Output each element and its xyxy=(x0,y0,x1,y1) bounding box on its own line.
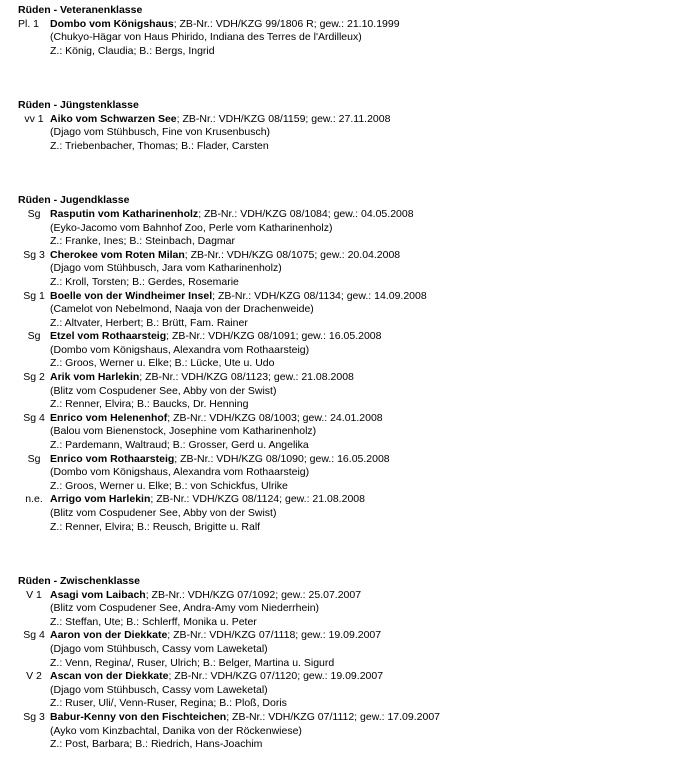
class-section xyxy=(18,575,688,752)
parents-line: (Chukyo-Hägar von Haus Phirido, Indiana des Terres de l'Ardilleux) xyxy=(50,31,362,44)
dog-name: Enrico vom Rothaarsteig xyxy=(50,452,175,465)
entry-main-line xyxy=(50,330,688,344)
dog-name: Aaron von der Diekkate xyxy=(50,629,168,642)
breeder-owner-line: Z.: Post, Barbara; B.: Riedrich, Hans-Joachim xyxy=(50,738,263,751)
dog-name: Rasputin vom Katharinenholz xyxy=(50,207,199,220)
breeder-owner-line: Z.: Groos, Werner u. Elke; B.: von Schickfus, Ulrike xyxy=(50,479,288,492)
dog-name: Aiko vom Schwarzen See xyxy=(50,112,177,125)
entry-lines xyxy=(50,412,688,453)
entry-main-line xyxy=(50,113,688,127)
grade-label: Sg xyxy=(27,330,41,343)
section-title: Rüden - Zwischenklasse xyxy=(18,574,140,587)
grade-label: Sg 4 xyxy=(23,411,45,424)
parents-line: (Blitz vom Cospudener See, Andra-Amy vom Niederrhein) xyxy=(50,602,320,615)
breeder-owner-line: Z.: Triebenbacher, Thomas; B.: Flader, Carsten xyxy=(50,139,269,152)
breeder-owner-line: Z.: Altvater, Herbert; B.: Brütt, Fam. Rainer xyxy=(50,316,248,329)
grade-label: V 2 xyxy=(26,670,42,683)
dog-name: Cherokee vom Roten Milan xyxy=(50,248,185,261)
entry-lines xyxy=(50,371,688,412)
section-title: Rüden - Jugendklasse xyxy=(18,194,130,207)
registration-details: ; ZB-Nr.: VDH/KZG 07/1092; gew.: 25.07.2007 xyxy=(145,588,362,601)
entry-lines xyxy=(50,711,688,752)
dog-entry xyxy=(18,670,688,711)
section-spacer xyxy=(18,58,688,99)
dog-name: Etzel vom Rothaarsteig xyxy=(50,330,167,343)
dog-entry xyxy=(18,208,688,249)
parents-line: (Camelot von Nebelmond, Naaja von der Drachenweide) xyxy=(50,303,314,316)
dog-entry xyxy=(18,249,688,290)
section-spacer xyxy=(18,534,688,575)
parents-line: (Ayko vom Kinzbachtal, Danika von der Röckenwiese) xyxy=(50,724,302,737)
section-spacer xyxy=(18,154,688,195)
dog-entry xyxy=(18,290,688,331)
registration-details: ; ZB-Nr.: VDH/KZG 08/1090; gew.: 16.05.2008 xyxy=(174,452,390,465)
entry-main-line xyxy=(50,453,688,467)
grade-label: Pl. 1 xyxy=(18,17,40,30)
entry-main-line xyxy=(50,371,688,385)
entry-lines xyxy=(50,670,688,711)
registration-details: ; ZB-Nr.: VDH/KZG 08/1003; gew.: 24.01.2008 xyxy=(167,411,383,424)
grade-label: Sg 4 xyxy=(23,629,45,642)
dog-name: Babur-Kenny von den Fischteichen xyxy=(50,710,227,723)
dog-entry xyxy=(18,412,688,453)
entry-lines xyxy=(50,113,688,154)
entry-lines xyxy=(50,629,688,670)
parents-line: (Djago vom Stühbusch, Cassy vom Laweketal) xyxy=(50,683,268,696)
registration-details: ; ZB-Nr.: VDH/KZG 07/1118; gew.: 19.09.2007 xyxy=(167,629,382,642)
dog-name: Arrigo vom Harlekin xyxy=(50,493,151,506)
breeder-owner-line: Z.: Kroll, Torsten; B.: Gerdes, Rosemarie xyxy=(50,275,239,288)
entry-main-line xyxy=(50,18,688,32)
grade-label: Sg xyxy=(27,207,41,220)
entry-main-line xyxy=(50,589,688,603)
entry-main-line xyxy=(50,711,688,725)
grade-label: Sg 3 xyxy=(23,248,45,261)
parents-line: (Dombo vom Königshaus, Alexandra vom Rothaarsteig) xyxy=(50,466,310,479)
grade-label: Sg 2 xyxy=(23,371,45,384)
entry-lines xyxy=(50,18,688,59)
dog-name: Ascan von der Diekkate xyxy=(50,670,169,683)
grade-label: Sg 3 xyxy=(23,710,45,723)
grade-label: Sg xyxy=(27,452,41,465)
dog-entry xyxy=(18,113,688,154)
dog-entry xyxy=(18,711,688,752)
dog-entry xyxy=(18,493,688,534)
entry-main-line xyxy=(50,208,688,222)
parents-line: (Dombo vom Königshaus, Alexandra vom Rothaarsteig) xyxy=(50,343,310,356)
parents-line: (Djago vom Stühbusch, Jara vom Katharinenholz) xyxy=(50,262,282,275)
parents-line: (Balou vom Bienenstock, Josephine vom Katharinenholz) xyxy=(50,425,317,438)
breeder-owner-line: Z.: Venn, Regina/, Ruser, Ulrich; B.: Belger, Martina u. Sigurd xyxy=(50,656,335,669)
entry-main-line xyxy=(50,670,688,684)
registration-details: ; ZB-Nr.: VDH/KZG 08/1075; gew.: 20.04.2008 xyxy=(184,248,401,261)
dog-entry xyxy=(18,330,688,371)
class-section xyxy=(18,99,688,153)
registration-details: ; ZB-Nr.: VDH/KZG 08/1124; gew.: 21.08.2008 xyxy=(150,493,365,506)
grade-label: Sg 1 xyxy=(23,289,45,302)
breeder-owner-line: Z.: Ruser, Uli/, Venn-Ruser, Regina; B.: Ploß, Doris xyxy=(50,697,287,710)
entry-main-line xyxy=(50,493,688,507)
entry-main-line xyxy=(50,412,688,426)
dog-name: Arik vom Harlekin xyxy=(50,371,140,384)
parents-line: (Blitz vom Cospudener See, Abby von der Swist) xyxy=(50,384,277,397)
registration-details: ; ZB-Nr.: VDH/KZG 08/1091; gew.: 16.05.2008 xyxy=(166,330,382,343)
parents-line: (Blitz vom Cospudener See, Abby von der Swist) xyxy=(50,507,277,519)
dog-entry xyxy=(18,371,688,412)
dog-entry xyxy=(18,629,688,670)
grade-label: vv 1 xyxy=(24,112,44,125)
breeder-owner-line: Z.: Steffan, Ute; B.: Schlerff, Monika u. Peter xyxy=(50,615,257,628)
parents-line: (Eyko-Jacomo vom Bahnhof Zoo, Perle vom Katharinenholz) xyxy=(50,221,333,234)
entry-lines xyxy=(50,453,688,494)
registration-details: ; ZB-Nr.: VDH/KZG 08/1084; gew.: 04.05.2008 xyxy=(198,207,414,220)
registration-details: ; ZB-Nr.: VDH/KZG 08/1159; gew.: 27.11.2008 xyxy=(176,112,391,125)
breeder-owner-line: Z.: Pardemann, Waltraud; B.: Grosser, Gerd u. Angelika xyxy=(50,439,309,452)
entry-lines xyxy=(50,589,688,630)
dog-name: Boelle von der Windheimer Insel xyxy=(50,289,213,302)
section-title: Rüden - Veteranenklasse xyxy=(18,4,143,16)
parents-line: (Djago vom Stühbusch, Cassy vom Laweketal) xyxy=(50,642,268,655)
entry-lines xyxy=(50,208,688,249)
registration-details: ; ZB-Nr.: VDH/KZG 08/1123; gew.: 21.08.2008 xyxy=(139,371,354,384)
entry-main-line xyxy=(50,249,688,263)
registration-details: ; ZB-Nr.: VDH/KZG 08/1134; gew.: 14.09.2008 xyxy=(212,289,427,302)
breeder-owner-line: Z.: Renner, Elvira; B.: Baucks, Dr. Henning xyxy=(50,398,249,411)
entry-lines xyxy=(50,290,688,331)
entry-main-line xyxy=(50,290,688,304)
registration-details: ; ZB-Nr.: VDH/KZG 07/1120; gew.: 19.09.2007 xyxy=(168,670,384,683)
parents-line: (Djago vom Stühbusch, Fine von Krusenbusch) xyxy=(50,126,271,139)
breeder-owner-line: Z.: Renner, Elvira; B.: Reusch, Brigitte u. Ralf xyxy=(50,520,261,533)
section-title: Rüden - Jüngstenklasse xyxy=(18,99,139,112)
breeder-owner-line: Z.: König, Claudia; B.: Bergs, Ingrid xyxy=(50,44,215,57)
grade-label: n.e. xyxy=(25,493,43,506)
dog-name: Asagi vom Laibach xyxy=(50,588,146,601)
grade-label: V 1 xyxy=(26,588,42,601)
class-section xyxy=(18,4,688,58)
breeder-owner-line: Z.: Franke, Ines; B.: Steinbach, Dagmar xyxy=(50,235,235,248)
breeder-owner-line: Z.: Groos, Werner u. Elke; B.: Lücke, Ute u. Udo xyxy=(50,357,275,370)
results-document xyxy=(18,4,688,752)
dog-name: Dombo vom Königshaus xyxy=(50,17,174,30)
dog-entry xyxy=(18,453,688,494)
entry-lines xyxy=(50,249,688,290)
entry-main-line xyxy=(50,629,688,643)
dog-entry xyxy=(18,589,688,630)
entry-lines xyxy=(50,330,688,371)
registration-details: ; ZB-Nr.: VDH/KZG 07/1112; gew.: 17.09.2007 xyxy=(226,710,441,723)
class-section xyxy=(18,194,688,534)
entry-lines xyxy=(50,493,688,534)
dog-name: Enrico vom Helenenhof xyxy=(50,411,168,424)
registration-details: ; ZB-Nr.: VDH/KZG 99/1806 R; gew.: 21.10.1999 xyxy=(173,17,400,30)
dog-entry xyxy=(18,18,688,59)
